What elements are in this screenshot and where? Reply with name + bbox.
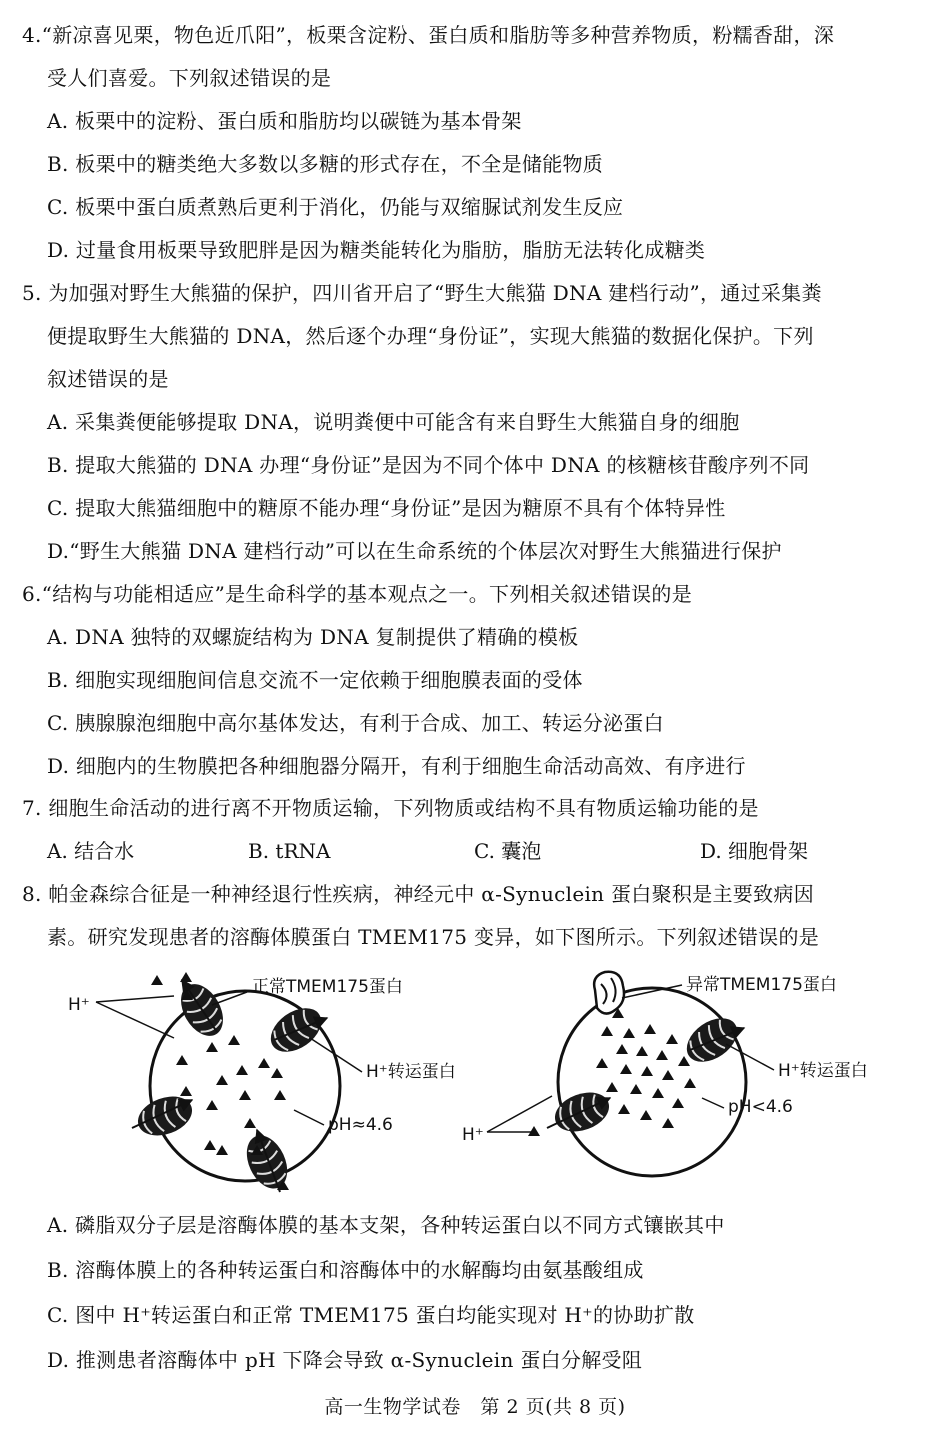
q7-options-row	[0, 836, 950, 866]
right-ph-label: pH<4.6	[728, 1097, 793, 1117]
q4-option-a: A. 板栗中的淀粉、蛋白质和脂肪均以碳链为基本骨架	[47, 109, 522, 133]
q4-option-b: B. 板栗中的糖类绝大多数以多糖的形式存在，不全是储能物质	[47, 152, 604, 176]
h-pointer-line-2	[96, 1002, 174, 1038]
q6-option-b: B. 细胞实现细胞间信息交流不一定依赖于细胞膜表面的受体	[47, 668, 583, 692]
page-footer: 高一生物学试卷 第 2 页(共 8 页)	[324, 1396, 626, 1418]
abnormal-lysosome-membrane	[558, 988, 746, 1176]
normal-lysosome	[68, 972, 456, 1195]
abnormal-h-ions	[528, 1008, 696, 1136]
abnormal-lysosome	[462, 972, 868, 1176]
q8-stem-line1: 8. 帕金森综合征是一种神经退行性疾病，神经元中 α-Synuclein 蛋白聚积是主要致病因	[22, 882, 814, 906]
q7-stem-line1: 7. 细胞生命活动的进行离不开物质运输，下列物质或结构不具有物质运输功能的是	[22, 796, 759, 820]
q8-option-b: B. 溶酶体膜上的各种转运蛋白和溶酶体中的水解酶均由氨基酸组成	[47, 1258, 644, 1282]
q7-option-d: D. 细胞骨架	[700, 839, 809, 863]
left-transporter-label: H⁺转运蛋白	[366, 1062, 456, 1082]
h-transporter-protein-bottom	[239, 1129, 295, 1195]
q6-option-a: A. DNA 独特的双螺旋结构为 DNA 复制提供了精确的模板	[47, 625, 579, 649]
q5-option-b: B. 提取大熊猫的 DNA 办理“身份证”是因为不同个体中 DNA 的核糖核苷酸序列不同	[47, 453, 810, 477]
left-h-label: H⁺	[68, 995, 90, 1015]
q7-option-c: C. 囊泡	[474, 839, 542, 863]
q4-stem-line1: 4.“新凉喜见栗，物色近爪阳”，板栗含淀粉、蛋白质和脂肪等多种营养物质，粉糯香甜，深	[22, 23, 835, 47]
q5-option-c: C. 提取大熊猫细胞中的糖原不能办理“身份证”是因为糖原不具有个体特异性	[47, 496, 726, 520]
right-transporter-label: H⁺转运蛋白	[778, 1061, 868, 1081]
left-ph-label: pH≈4.6	[328, 1115, 393, 1135]
q6-option-d: D. 细胞内的生物膜把各种细胞器分隔开，有利于细胞生命活动高效、有序进行	[47, 754, 746, 778]
right-h-pointer-line-1	[487, 1096, 552, 1132]
q7-option-b: B. tRNA	[248, 839, 331, 863]
q6-stem-line1: 6.“结构与功能相适应”是生命科学的基本观点之一。下列相关叙述错误的是	[22, 582, 693, 606]
h-pointer-line-1	[96, 996, 174, 1002]
q8-option-c: C. 图中 H⁺转运蛋白和正常 TMEM175 蛋白均能实现对 H⁺的协助扩散	[47, 1303, 695, 1327]
transporter-label-pointer	[310, 1038, 362, 1072]
abnormal-tmem175-label: 异常TMEM175蛋白	[686, 975, 837, 995]
q5-stem-line1: 5. 为加强对野生大熊猫的保护，四川省开启了“野生大熊猫 DNA 建档行动”，通过采集粪	[22, 281, 822, 305]
right-h-label: H⁺	[462, 1125, 484, 1145]
right-ph-label-pointer	[702, 1098, 724, 1108]
normal-tmem175-label: 正常TMEM175蛋白	[252, 977, 403, 997]
ph-label-pointer	[294, 1110, 324, 1125]
q6-option-c: C. 胰腺腺泡细胞中高尔基体发达，有利于合成、加工、转运分泌蛋白	[47, 711, 664, 735]
right-transporter-label-pointer	[726, 1044, 774, 1070]
lysosome-figure	[62, 960, 888, 1196]
q8-option-d: D. 推测患者溶酶体中 pH 下降会导致 α-Synuclein 蛋白分解受阻	[47, 1348, 643, 1372]
q4-stem-line2: 受人们喜爱。下列叙述错误的是	[47, 66, 332, 90]
q5-option-a: A. 采集粪便能够提取 DNA，说明粪便中可能含有来自野生大熊猫自身的细胞	[47, 410, 740, 434]
q5-stem-line3: 叙述错误的是	[47, 367, 169, 391]
q4-option-c: C. 板栗中蛋白质煮熟后更利于消化，仍能与双缩脲试剂发生反应	[47, 195, 624, 219]
q7-option-a: A. 结合水	[47, 839, 135, 863]
q5-option-d: D.“野生大熊猫 DNA 建档行动”可以在生命系统的个体层次对野生大熊猫进行保护	[47, 539, 782, 563]
abnormal-tmem175-protein	[594, 972, 624, 1014]
q8-stem-line2: 素。研究发现患者的溶酶体膜蛋白 TMEM175 变异，如下图所示。下列叙述错误的是	[47, 925, 820, 949]
h-transporter-protein-bottom-left	[133, 1090, 198, 1143]
q4-option-d: D. 过量食用板栗导致肥胖是因为糖类能转化为脂肪，脂肪无法转化成糖类	[47, 238, 706, 262]
q5-stem-line2: 便提取野生大熊猫的 DNA，然后逐个办理“身份证”，实现大熊猫的数据化保护。下列	[47, 324, 814, 348]
q8-option-a: A. 磷脂双分子层是溶酶体膜的基本支架，各种转运蛋白以不同方式镶嵌其中	[47, 1213, 725, 1237]
